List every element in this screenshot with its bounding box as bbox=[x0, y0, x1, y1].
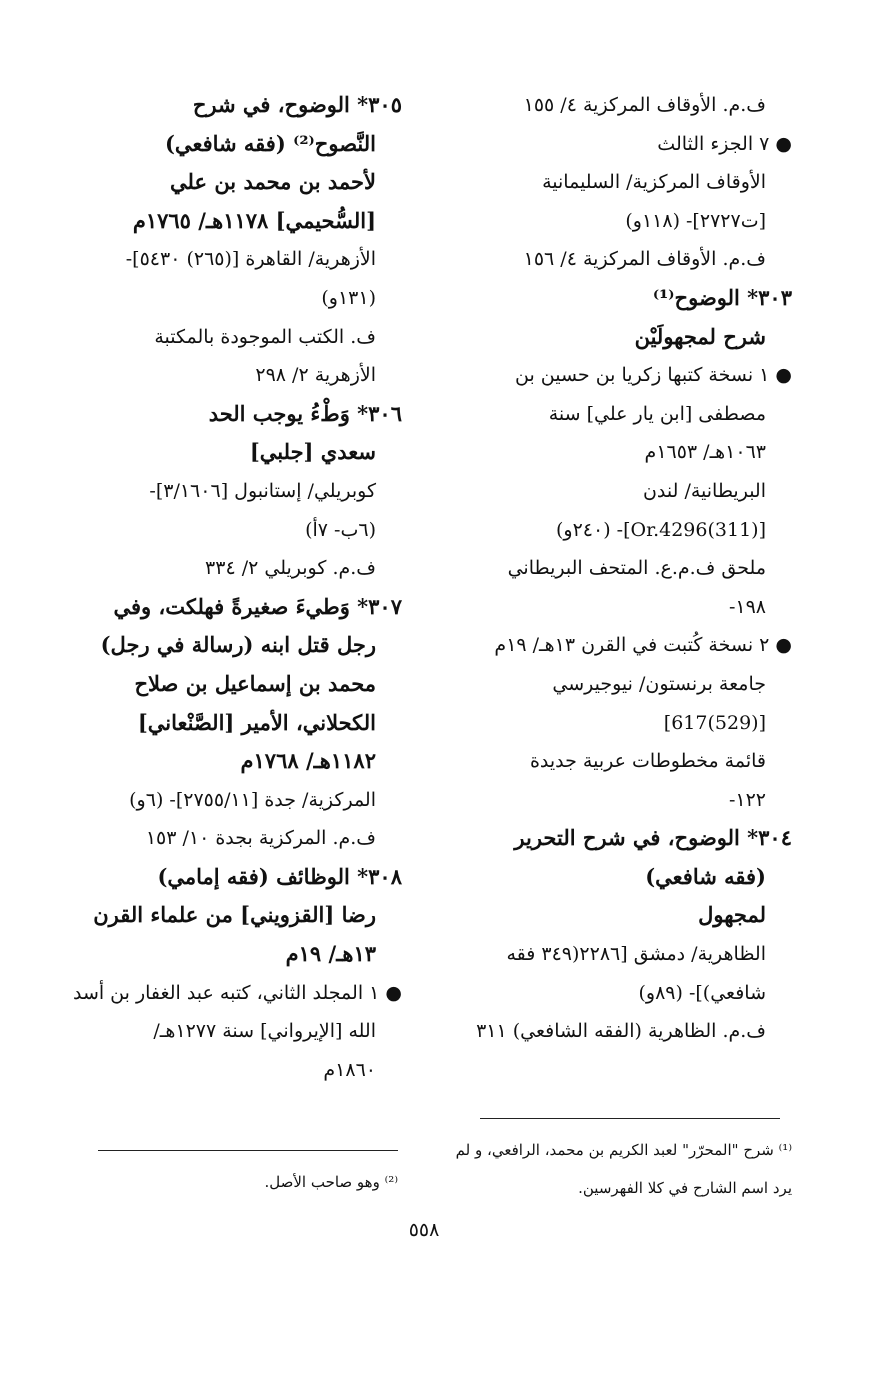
text-line: ٣٠٤* الوضوح، في شرح التحرير bbox=[514, 825, 792, 851]
right-column bbox=[452, 86, 792, 1051]
text-line: ٣٠٥* الوضوح، في شرح bbox=[192, 92, 402, 117]
text-line: ١٩٨- bbox=[728, 595, 766, 618]
text-line: جامعة برنستون/ نيوجيرسي bbox=[552, 672, 766, 695]
text-line: [السُّحيمي] ١١٧٨هـ/ ١٧٦٥م bbox=[132, 207, 376, 233]
text-line: ف.م. كوبريلي ٢/ ٣٣٤ bbox=[205, 557, 376, 580]
text-line: [(529)617] bbox=[663, 711, 766, 734]
text-line: [(311)Or.4296]- (٢٤٠و) bbox=[556, 518, 766, 541]
text-line: ● ١ المجلد الثاني، كتبه عبد الغفار بن أسد bbox=[72, 981, 402, 1004]
text-line: ٣٠٣* الوضوح⁽¹⁾ bbox=[652, 284, 792, 310]
footnote-1-line-1: ⁽¹⁾ شرح "المحرّر" لعبد الكريم بن محمد، الرافعي، و لم bbox=[455, 1141, 792, 1159]
text-line: شافعي)]- (٨٩و) bbox=[638, 981, 766, 1004]
text-line: الله [الإيرواني] سنة ١٢٧٧هـ/ bbox=[153, 1020, 376, 1043]
text-line: ● ٢ نسخة كُتبت في القرن ١٣هـ/ ١٩م bbox=[494, 634, 792, 657]
text-line: الأزهرية/ القاهرة [(٢٦٥) ٥٤٣٠]- bbox=[125, 248, 376, 271]
footnote-2-line-1: ⁽²⁾ وهو صاحب الأصل. bbox=[264, 1173, 398, 1191]
text-line: ١٠٦٣هـ/ ١٦٥٣م bbox=[644, 441, 766, 464]
text-line: ف.م. الأوقاف المركزية ٤/ ١٥٥ bbox=[523, 94, 766, 116]
text-line: الأزهرية ٢/ ٢٩٨ bbox=[255, 364, 376, 387]
text-line: محمد بن إسماعيل بن صلاح bbox=[134, 670, 376, 696]
text-line: ف.م. الظاهرية (الفقه الشافعي) ٣١١ bbox=[476, 1020, 766, 1043]
text-line: ف. الكتب الموجودة بالمكتبة bbox=[154, 325, 376, 348]
text-line: لمجهول bbox=[698, 902, 766, 928]
footnote-1-line-2: يرد اسم الشارح في كلا الفهرسين. bbox=[578, 1179, 792, 1197]
text-line: لأحمد بن محمد بن علي bbox=[170, 169, 376, 195]
text-line: (٦ب- ٧أ) bbox=[305, 518, 376, 541]
footnote-rule-left bbox=[98, 1150, 398, 1151]
text-line: ف.م. الأوقاف المركزية ٤/ ١٥٦ bbox=[523, 248, 766, 271]
text-line: ف.م. المركزية بجدة ١٠/ ١٥٣ bbox=[145, 827, 376, 850]
text-line: ١٨٦٠م bbox=[323, 1058, 376, 1081]
text-line: [ت٢٧٢٧]- (١١٨و) bbox=[625, 209, 766, 232]
text-line: ملحق ف.م.ع. المتحف البريطاني bbox=[507, 557, 766, 580]
text-line: المركزية/ جدة [٢٧٥٥/١١]- (٦و) bbox=[129, 788, 376, 811]
text-line: (١٣١و) bbox=[321, 286, 376, 309]
text-line: ١٢٢- bbox=[728, 788, 766, 811]
page-number: ٥٥٨ bbox=[408, 1219, 440, 1241]
text-line: ٣٠٨* الوظائف (فقه إمامي) bbox=[157, 863, 402, 889]
text-line: رضا [القزويني] من علماء القرن bbox=[93, 902, 376, 928]
text-line: الظاهرية/ دمشق [٢٢٨٦(٣٤٩ فقه bbox=[506, 943, 766, 966]
text-line: (فقه شافعي) bbox=[645, 863, 766, 889]
text-line: سعدي [جلبي] bbox=[249, 439, 376, 465]
text-line: كوبريلي/ إستانبول [٣/١٦٠٦]- bbox=[149, 479, 376, 502]
text-line: ١١٨٢هـ/ ١٧٦٨م bbox=[240, 748, 376, 774]
footnote-rule-right bbox=[480, 1118, 780, 1119]
text-line: ● ٧ الجزء الثالث bbox=[657, 132, 792, 155]
text-line: مصطفى [ابن يار علي] سنة bbox=[548, 402, 766, 425]
text-line: رجل قتل ابنه (رسالة في رجل) bbox=[100, 632, 376, 658]
text-line: ● ١ نسخة كتبها زكريا بن حسين بن bbox=[514, 364, 792, 387]
text-line: الأوقاف المركزية/ السليمانية bbox=[542, 171, 766, 194]
text-line: شرح لمجهولَيْن bbox=[634, 323, 766, 349]
text-line: ١٣هـ/ ١٩م bbox=[285, 941, 376, 967]
text-line: البريطانية/ لندن bbox=[642, 479, 766, 502]
left-column bbox=[57, 86, 402, 1089]
text-line: الكحلاني، الأمير [الصَّنْعاني] bbox=[137, 709, 376, 735]
text-line: النَّصوح⁽²⁾ (فقه شافعي) bbox=[165, 130, 376, 156]
text-line: قائمة مخطوطات عربية جديدة bbox=[529, 750, 766, 773]
text-line: ٣٠٧* وَطيءَ صغيرةً فهلكت، وفي bbox=[113, 593, 402, 619]
text-line: ٣٠٦* وَطْءُ يوجب الحد bbox=[208, 400, 402, 426]
